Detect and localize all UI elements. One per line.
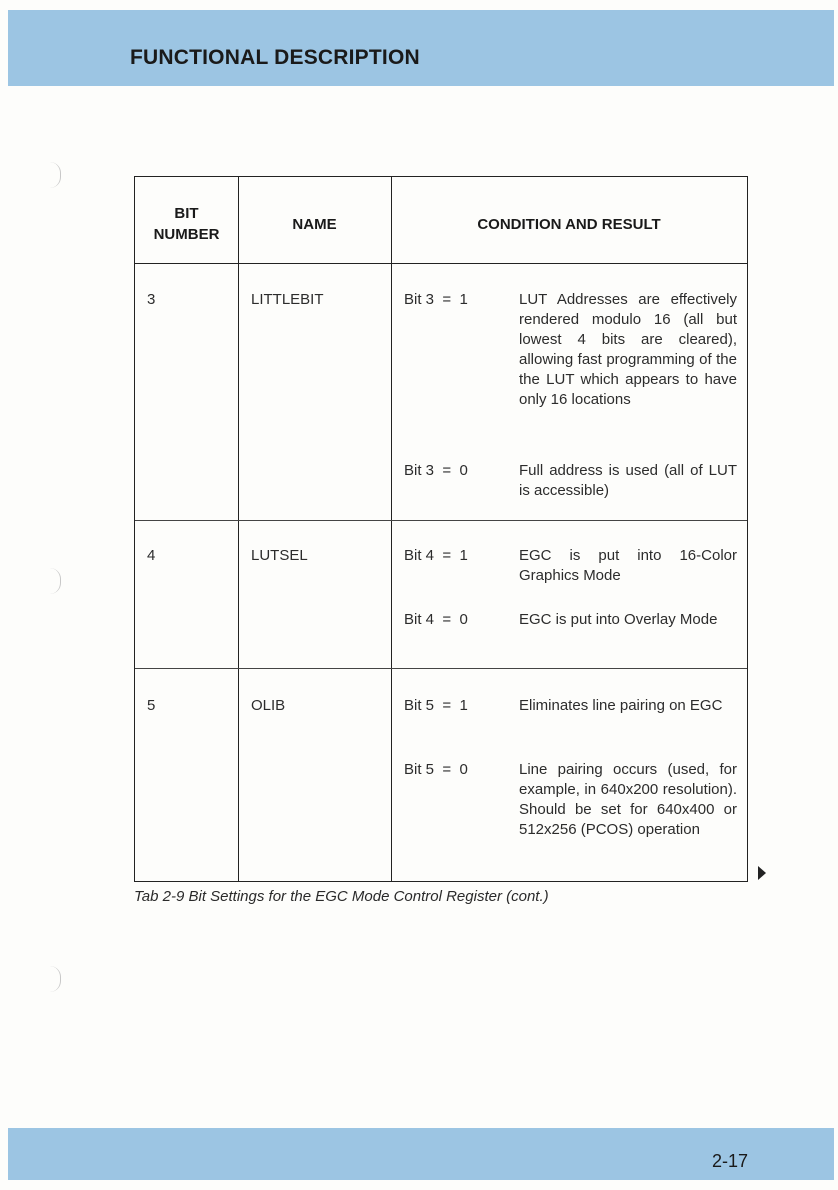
bit-setting-cell: Bit 4 = 0 [404, 611, 468, 628]
bit-result-cell: EGC is put into 16-Color Graphics Mode [519, 547, 737, 584]
column-header-bit-number: BIT NUMBER [153, 205, 220, 243]
bit-name-cell: LUTSEL [251, 547, 308, 564]
binding-hole-mark [50, 162, 61, 188]
continue-arrow-icon [758, 866, 766, 880]
bit-result-cell: Full address is used (all of LUT is accessible) [519, 462, 737, 499]
bit-setting-cell: Bit 5 = 0 [404, 761, 468, 778]
bit-setting-cell: Bit 4 = 1 [404, 547, 468, 564]
footer-band [8, 1128, 834, 1180]
section-title: FUNCTIONAL DESCRIPTION [130, 46, 420, 69]
header-row-divider [135, 263, 747, 264]
bit-result-cell: LUT Addresses are effectively rendered modulo 16 (all but lowest 4 bits are cleared), allowing fast programming of the the LUT which appears to have only 16 locations [519, 291, 737, 408]
binding-hole-mark [50, 966, 61, 992]
bit-number-cell: 5 [147, 697, 156, 714]
bit-name-cell: OLIB [251, 697, 286, 714]
bit-setting-cell: Bit 5 = 1 [404, 697, 468, 714]
bit-number-cell: 4 [147, 547, 156, 564]
bit-name-cell: LITTLEBIT [251, 291, 324, 308]
page-number: 2-17 [711, 1151, 748, 1171]
binding-hole-mark [50, 568, 61, 594]
bit-number-cell: 3 [147, 291, 156, 308]
table-caption: Tab 2-9 Bit Settings for the EGC Mode Control Register (cont.) [134, 888, 549, 905]
row-divider [135, 668, 747, 669]
row-divider [135, 520, 747, 521]
bit-settings-table [134, 176, 748, 882]
bit-result-cell: EGC is put into Overlay Mode [519, 611, 718, 628]
bit-result-cell: Line pairing occurs (used, for example, in 640x200 resolution). Should be set for 640x400 or 512x256 (PCOS) operation [519, 761, 737, 838]
bit-setting-cell: Bit 3 = 1 [404, 291, 468, 308]
column-divider [391, 177, 392, 881]
column-header-name: NAME [292, 216, 337, 233]
bit-setting-cell: Bit 3 = 0 [404, 462, 468, 479]
column-divider [238, 177, 239, 881]
column-header-condition: CONDITION AND RESULT [477, 216, 661, 233]
bit-result-cell: Eliminates line pairing on EGC [519, 697, 723, 714]
